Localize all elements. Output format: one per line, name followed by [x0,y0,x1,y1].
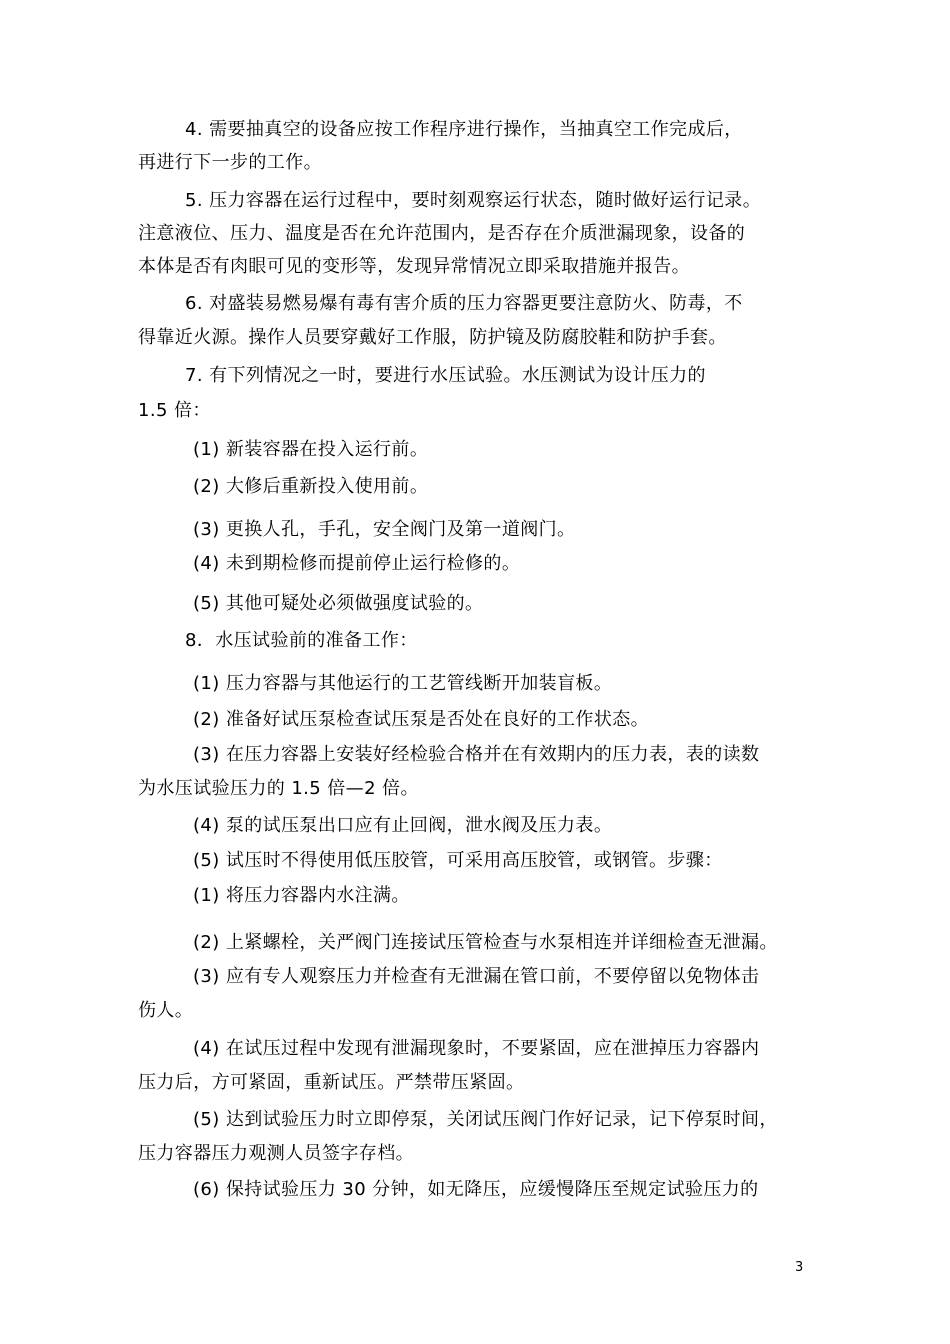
paragraph-5-line-1: 5. 压力容器在运行过程中，要时刻观察运行状态，随时做好运行记录。 [185,190,762,211]
list-item: (1) 新装容器在投入运行前。 [193,439,429,460]
paragraph-7-line-2: 1.5 倍： [138,400,211,421]
page-number: 3 [795,1260,804,1275]
paragraph-6-line-2: 得靠近火源。操作人员要穿戴好工作服，防护镜及防腐胶鞋和防护手套。 [138,327,727,348]
list-item-continuation: 压力后，方可紧固，重新试压。严禁带压紧固。 [138,1072,525,1093]
list-item: (3) 应有专人观察压力并检查有无泄漏在管口前，不要停留以免物体击 [193,966,760,987]
list-item: (2) 上紧螺栓，关严阀门连接试压管检查与水泵相连并详细检查无泄漏。 [193,932,778,953]
list-item: (5) 达到试验压力时立即停泵，关闭试压阀门作好记录，记下停泵时间， [193,1109,778,1130]
list-item-continuation: 为水压试验压力的 1.5 倍—2 倍。 [138,778,419,799]
paragraph-7-line-1: 7. 有下列情况之一时，要进行水压试验。水压测试为设计压力的 [185,365,706,386]
list-item: (5) 其他可疑处必须做强度试验的。 [193,593,484,614]
list-item: (6) 保持试验压力 30 分钟，如无降压，应缓慢降压至规定试验压力的 [193,1179,759,1200]
list-item: (1) 将压力容器内水注满。 [193,885,410,906]
paragraph-6-line-1: 6. 对盛装易燃易爆有毒有害介质的压力容器更要注意防火、防毒，不 [185,293,743,314]
paragraph-5-line-2: 注意液位、压力、温度是否在允许范围内，是否存在介质泄漏现象，设备的 [138,223,746,244]
list-item: (3) 更换人孔，手孔，安全阀门及第一道阀门。 [193,519,576,540]
paragraph-5-line-3: 本体是否有肉眼可见的变形等，发现异常情况立即采取措施并报告。 [138,256,690,277]
list-item: (3) 在压力容器上安装好经检验合格并在有效期内的压力表，表的读数 [193,744,760,765]
paragraph-8-heading: 8．水压试验前的准备工作： [185,630,418,651]
list-item: (2) 大修后重新投入使用前。 [193,476,429,497]
list-item: (4) 在试压过程中发现有泄漏现象时，不要紧固，应在泄掉压力容器内 [193,1038,760,1059]
list-item-continuation: 压力容器压力观测人员签字存档。 [138,1143,414,1164]
list-item-continuation: 伤人。 [138,1000,194,1021]
list-item: (5) 试压时不得使用低压胶管，可采用高压胶管，或钢管。步骤： [193,850,723,871]
list-item: (1) 压力容器与其他运行的工艺管线断开加装盲板。 [193,673,613,694]
paragraph-4-line-2: 再进行下一步的工作。 [138,152,322,173]
list-item: (4) 未到期检修而提前停止运行检修的。 [193,553,521,574]
list-item: (2) 准备好试压泵检查试压泵是否处在良好的工作状态。 [193,709,650,730]
paragraph-4-line-1: 4. 需要抽真空的设备应按工作程序进行操作，当抽真空工作完成后， [185,119,743,140]
list-item: (4) 泵的试压泵出口应有止回阀，泄水阀及压力表。 [193,815,613,836]
